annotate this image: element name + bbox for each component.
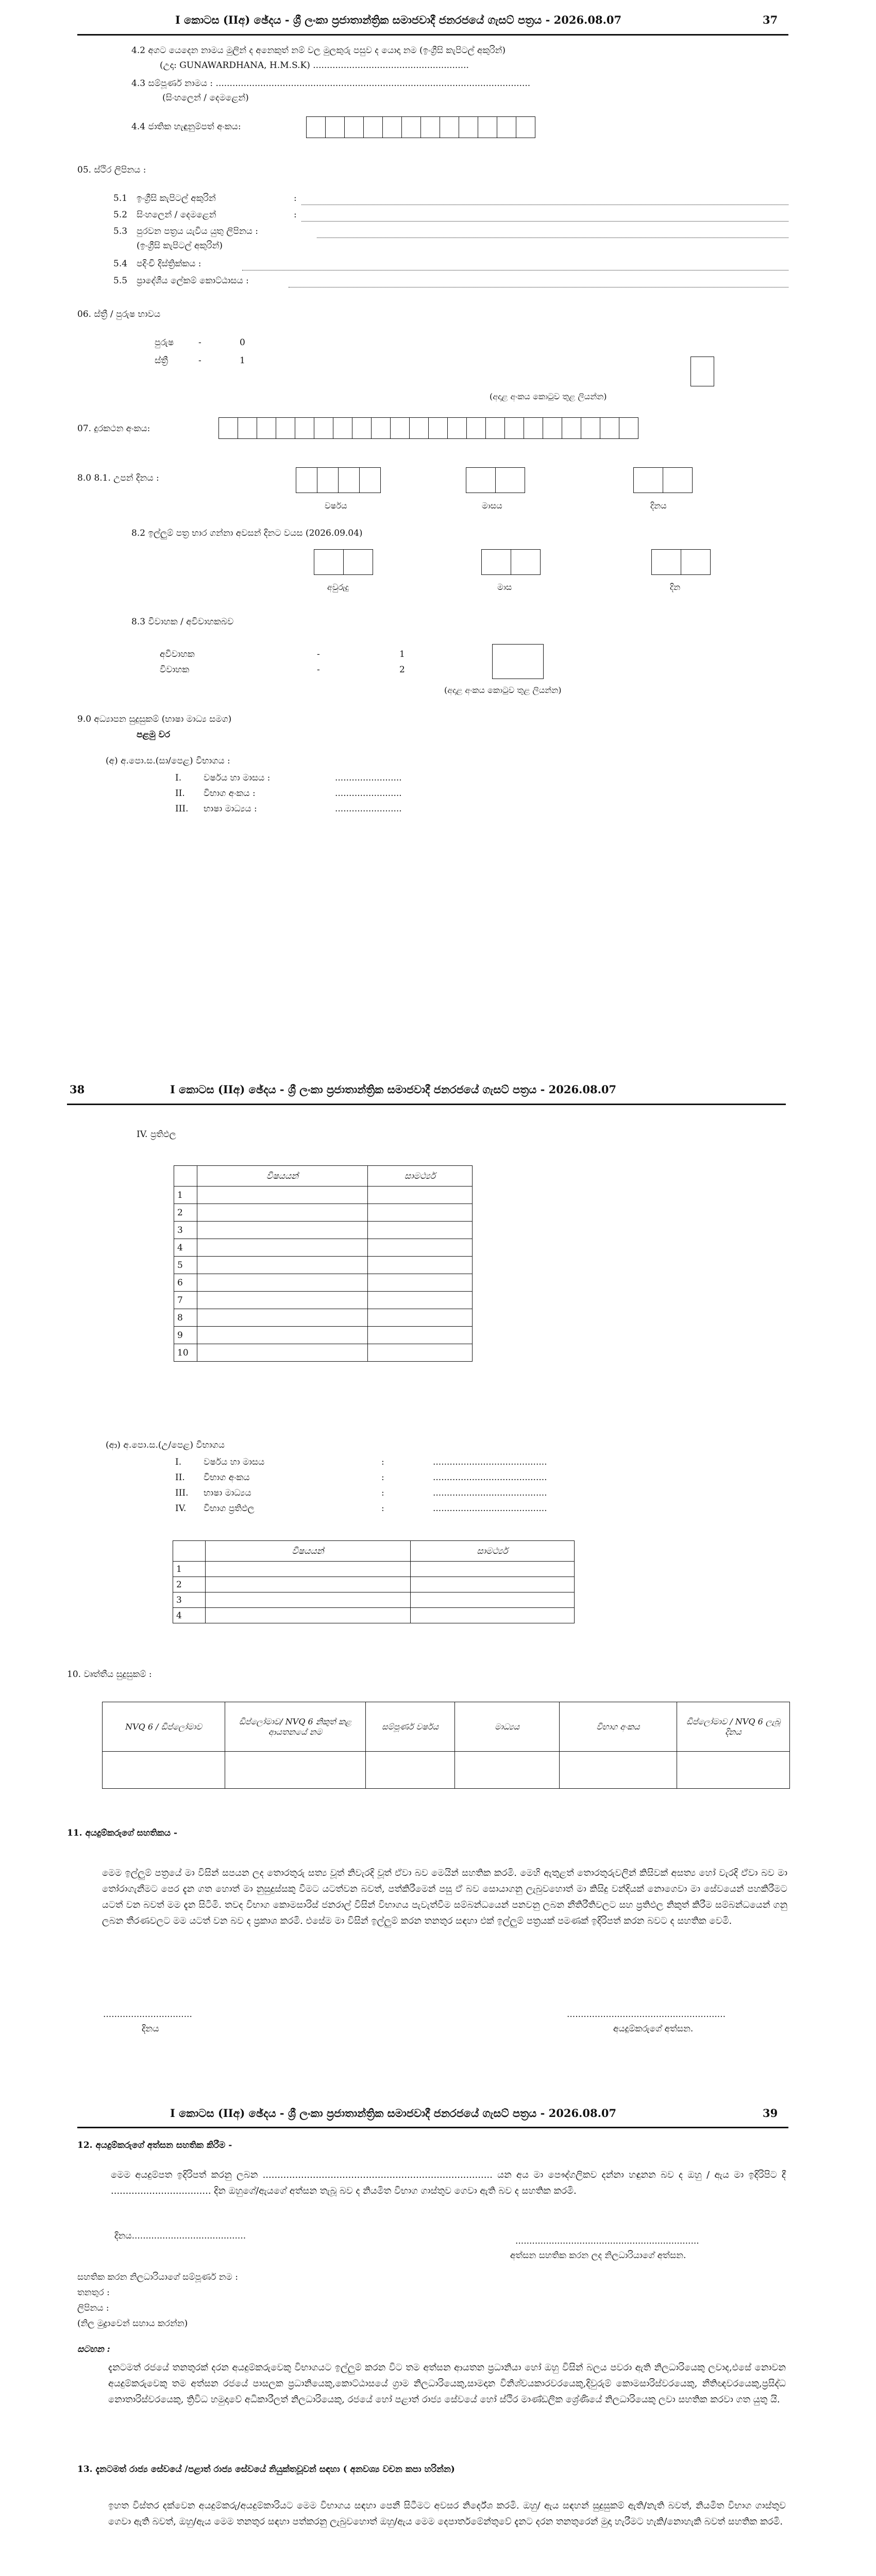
q5-3-label: පුරවන පත්‍රය යැවිය යුතු ලිපිනය :	[137, 226, 259, 236]
grade-cell[interactable]	[368, 1257, 473, 1274]
q13-text: ඉහත විස්තර දක්වෙන අයදුම්කරු/අයදුම්කාරියට මෙම විභාගය සඳහා පෙනී සිටීමට අවසර නිර්දේශ කරමි. ඔහු/ ඇය සඳහන් සුදුසුකම් ඇති/නැති බවත්, නියමිත විභාග ගාස්තුව ගෙවා ඇති බවත්, ඔහු/ඇය මෙම තනතුර සඳහා පත්කරනු ලැබුවහොත් ඔහු/ඇය මෙම දෙපාර්තමේන්තුවේ දැනට දරන තනතුරෙන් මුදා හැරීමට හැකි/නොහැකි බවත් සහතික කරමි.	[108, 2500, 786, 2527]
grade-cell[interactable]	[411, 1592, 575, 1608]
q8-2-label: 8.2 ඉල්ලුම් පත්‍ර භාර ගන්නා අවසන් දිනට වයස (2026.09.04)	[131, 528, 363, 538]
q8-3-dash-1: -	[317, 649, 320, 659]
q6-male-dash: -	[198, 337, 201, 348]
note-label: සටහන :	[77, 2344, 110, 2354]
row-number: 1	[173, 1562, 206, 1577]
grade-cell[interactable]	[411, 1562, 575, 1577]
header-rule	[77, 34, 788, 36]
q9-a-1-dots[interactable]: ........................	[335, 773, 402, 783]
cell[interactable]	[455, 1752, 560, 1789]
al-item-2-label: විභාග අංකය	[204, 1472, 250, 1483]
table-row	[174, 1309, 473, 1327]
row-number: 2	[173, 1577, 206, 1592]
table-row	[174, 1292, 473, 1309]
age-years-label: අවුරුදු	[327, 582, 349, 592]
col-exam-no: විභාග අංකය	[560, 1702, 677, 1752]
q11-date-label: දිනය	[142, 2024, 159, 2034]
grade-cell[interactable]	[411, 1577, 575, 1592]
al-item-4-no: IV.	[175, 1503, 187, 1514]
q5-5-no: 5.5	[113, 276, 128, 286]
row-number: 2	[174, 1204, 197, 1222]
q12-label: 12. අයදුම්කරුගේ අත්සන සහතික කිරීම -	[77, 2140, 232, 2150]
table-row	[174, 1187, 473, 1204]
page-number: 37	[763, 13, 778, 26]
age-months-label: මාස	[497, 582, 512, 592]
q12-officer-post[interactable]: තනතුර :	[77, 2287, 110, 2298]
subject-cell[interactable]	[206, 1562, 411, 1577]
col-subjects: විෂයයන්	[197, 1166, 368, 1187]
iv-results-label: IV. ප්‍රතිඵල	[137, 1129, 176, 1140]
grade-cell[interactable]	[368, 1309, 473, 1327]
page-header: I කොටස (IIඅ) ඡේදය - ශ්‍රී ලංකා ප්‍රජාතාන්ත්‍රික සමාජවාදී ජනරජයේ ගැසට් පත්‍රය - 2026.08.07	[170, 1083, 617, 1096]
nic-number-boxes[interactable]	[307, 116, 535, 138]
q9-a-3-label: භාෂා මාධ්‍යය :	[204, 804, 257, 814]
subject-cell[interactable]	[197, 1309, 368, 1327]
col-no	[174, 1166, 197, 1187]
q12-officer-address[interactable]: ලිපිනය :	[77, 2303, 109, 2313]
q9-label: 9.0 අධ්‍යාපන සුදුසුකම් (භාෂා මාධ්‍ය සමග)	[77, 714, 232, 724]
al-results-table	[173, 1540, 575, 1623]
col-subjects: විෂයයන්	[206, 1541, 411, 1562]
grade-cell[interactable]	[368, 1239, 473, 1257]
q10-label: 10. වෘත්තීය සුදුසුකම් :	[67, 1669, 152, 1680]
subject-cell[interactable]	[197, 1292, 368, 1309]
q5-1-label: ඉංග්‍රීසි කැපිටල් අකුරින්	[137, 193, 216, 204]
grade-cell[interactable]	[368, 1274, 473, 1292]
table-row	[174, 1274, 473, 1292]
cell[interactable]	[366, 1752, 455, 1789]
dob-day-boxes[interactable]	[634, 467, 693, 493]
subject-cell[interactable]	[206, 1592, 411, 1608]
q8-3-unmarried-code: 1	[399, 649, 405, 659]
q4-3-label: 4.3 සම්පූර්ණ නාමය : .................................................................................................................	[131, 78, 531, 89]
table-row	[173, 1562, 575, 1577]
row-number: 4	[174, 1239, 197, 1257]
subject-cell[interactable]	[197, 1187, 368, 1204]
q6-male-code: 0	[240, 337, 245, 348]
table-row	[174, 1222, 473, 1239]
al-exam-label: (ආ) අ.පො.ස.(උ/පෙළ) විභාගය	[106, 1440, 225, 1450]
age-months-boxes[interactable]	[482, 549, 541, 575]
row-number: 3	[174, 1222, 197, 1239]
page-header: I කොටස (IIඅ) ඡේදය - ශ්‍රී ලංකා ප්‍රජාතාන්ත්‍රික සමාජවාදී ජනරජයේ ගැසට් පත්‍රය - 2026.08.07	[170, 2107, 617, 2120]
q11-declaration: මෙම ඉල්ලුම් පත්‍රයේ මා විසින් සපයන ලද තොරතුරු සත්‍ය වූත් නිවැරදි වූත් ඒවා බව මෙයින් සහතික කරමි. මෙහි ඇතුළත් තොරතුරුවලින් කිසිවක් අසත්‍ය හෝ වැරදි ඒවා බව මා තෝරාගැනීමට පෙර දැන ගත හොත් මා නුසුදුස්සකු වීමට යටත්වන බවත්, පත්කිරීමෙන් පසු ඒ බව සොයාගනු ලැබුවහොත් මා කිසිදු වන්දියක් නොගෙවා මා සේවයෙන් පහකිරීමට යටත් වන බවත් මම දැන සිටිමි. තවද විභාග කොමසාරිස් ජනරාල් විසින් විභාගය පැවැත්වීම සම්බන්ධයෙන් පනවනු ලබන නීතිරීතිවලට සහ ප්‍රතිඵල නිකුත් කිරීම සම්බන්ධයෙන් ගනු ලබන තීරණවලට මම යටත් වන බව ද ප්‍රකාශ කරමි. එසේම මා විසින් ඉල්ලුම් කරන තනතුර සඳහා එක් ඉල්ලුම් පත්‍රයක් පමණක් ඉදිරිපත් කරන බවට ද සහතික වෙමි.	[102, 1868, 787, 1926]
cell[interactable]	[560, 1752, 677, 1789]
q6-female-code: 1	[240, 355, 245, 366]
q5-2-line[interactable]	[301, 221, 788, 222]
q9-a-3-dots[interactable]: ........................	[335, 804, 402, 814]
col-year: සම්පූර්ණ වර්ෂය	[366, 1702, 455, 1752]
row-number: 9	[174, 1327, 197, 1344]
al-item-1-no: I.	[175, 1457, 182, 1467]
table-row	[174, 1327, 473, 1344]
q8-3-married: විවාහක	[160, 665, 190, 675]
col-institute: ඩිප්ලෝමාව/ NVQ 6 නිකුත් කළ ආයතනයේ නම	[225, 1702, 366, 1752]
q9-a-2-label: විභාග අංකය :	[204, 788, 256, 799]
subject-cell[interactable]	[197, 1222, 368, 1239]
table-row	[174, 1257, 473, 1274]
q5-2-label: සිංහලෙන් / දෙමළෙන්	[137, 210, 216, 220]
subject-cell[interactable]	[206, 1577, 411, 1592]
age-years-boxes[interactable]	[314, 549, 373, 575]
age-days-label: දින	[670, 582, 681, 592]
q6-female-dash: -	[198, 355, 201, 366]
al-item-3-no: III.	[175, 1488, 189, 1498]
cell[interactable]	[103, 1752, 225, 1789]
al-item-2-colon: :	[381, 1472, 384, 1483]
professional-qualifications-table	[102, 1702, 790, 1789]
col-grade: සාමර්ථ්‍ය	[368, 1166, 473, 1187]
header-rule	[77, 2127, 788, 2128]
subject-cell[interactable]	[197, 1257, 368, 1274]
cell[interactable]	[225, 1752, 366, 1789]
q6-label: 06. ස්ත්‍රී / පුරුෂ භාවය	[77, 309, 161, 319]
al-item-3-colon: :	[381, 1488, 384, 1498]
row-number: 7	[174, 1292, 197, 1309]
q9-a-label: (අ) අ.පො.ස.(සා/පෙළ) විභාගය :	[106, 756, 230, 766]
q9-a-2-dots[interactable]: ........................	[335, 788, 402, 799]
q8-3-married-code: 2	[399, 665, 405, 675]
q11-sign-label: අයදුම්කරුගේ අත්සන.	[613, 2024, 694, 2034]
al-item-1-label: වර්ෂය හා මාසය	[204, 1457, 265, 1467]
gender-code-box[interactable]	[690, 357, 714, 386]
subject-cell[interactable]	[197, 1274, 368, 1292]
row-number: 6	[174, 1274, 197, 1292]
q4-4-label: 4.4 ජාතික හැඳුනුම්පත් අංකය:	[131, 122, 241, 132]
dob-month-boxes[interactable]	[466, 467, 525, 493]
dob-year-label: වර්ෂය	[325, 501, 347, 511]
row-number: 5	[174, 1257, 197, 1274]
col-date: ඩිප්ලෝමාව / NVQ 6 ලැබූ දිනය	[677, 1702, 790, 1752]
q8-label: 8.0 8.1. උපන් දිනය :	[77, 473, 159, 483]
grade-cell[interactable]	[411, 1608, 575, 1623]
q8-3-dash-2: -	[317, 665, 320, 675]
page-number: 39	[763, 2107, 778, 2120]
col-nvq6: NVQ 6 / ඩිප්ලෝමාව	[103, 1702, 225, 1752]
grade-cell[interactable]	[368, 1327, 473, 1344]
q11-sign-dots[interactable]: .........................................................	[567, 2009, 726, 2020]
dob-year-boxes[interactable]	[296, 467, 381, 493]
q13-label: 13. දැනටමත් රාජ්‍ය සේවයේ /පළාත් රාජ්‍ය සේවයේ නියුක්තවූවන් සඳහා ( අනවශ්‍ය වචන කපා හරින්න)	[77, 2464, 455, 2475]
q5-4-label: පදිංචි දිස්ත්‍රික්කය :	[137, 259, 201, 269]
q5-4-no: 5.4	[113, 259, 128, 269]
q8-3-unmarried: අවිවාහක	[160, 649, 195, 659]
subject-cell[interactable]	[197, 1327, 368, 1344]
table-row	[173, 1577, 575, 1592]
q5-2-colon: :	[294, 210, 297, 220]
row-number: 1	[174, 1187, 197, 1204]
q11-date-dots[interactable]: ................................	[103, 2009, 192, 2020]
col-grade: සාමර්ථ්‍ය	[411, 1541, 575, 1562]
q9-a-3-no: III.	[175, 804, 189, 814]
cell[interactable]	[677, 1752, 790, 1789]
al-item-1-colon: :	[381, 1457, 384, 1467]
q5-1-no: 5.1	[113, 193, 128, 204]
age-days-boxes[interactable]	[652, 549, 711, 575]
subject-cell[interactable]	[197, 1239, 368, 1257]
row-number: 10	[174, 1344, 197, 1362]
q8-3-note: (අදාළ අංකය කොටුව තුළ ලියන්න)	[444, 685, 562, 695]
note-text: දැනටමත් රජයේ තනතුරක් දරන අයදුම්කරුවෙකු විභාගයට ඉල්ලුම් කරන විට තම අත්සන ආයතන ප්‍රධානියා හෝ ඔහු විසින් බලය පවරා ඇති නිලධාරියෙකු ලවාද,එසේ නොවන අයදුම්කරුවෙකු තම අත්සන රජයේ පාසලක ප්‍රධානියෙකු,කොට්ඨාසයේ ග්‍රාම නිලධාරියෙකු,සාමදාන විනිශ්චයකාරවරයෙකු,දිවුරුම් කොමසාරිස්වරයෙකු, නීතිඥවරයෙකු,ප්‍රසිද්ධ නොතාරිස්වරයෙකු, ත්‍රිවිධ හමුදාවේ අධිකාරීලත් නිලධාරියෙකු, රජයේ හෝ පළාත් රාජ්‍ය සේවයේ හෝ ස්ථිර මාණ්ඩලික ශ්‍රේණියේ නිලධාරියෙකු ලවා සහතික කරවා ගත යුතු යි.	[108, 2362, 786, 2405]
grade-cell[interactable]	[368, 1344, 473, 1362]
al-item-1-dots[interactable]: .........................................	[433, 1457, 547, 1467]
col-medium: මාධ්‍යය	[455, 1702, 560, 1752]
q12-sign-label: අත්සන සහතික කරන ලද නිලධාරියාගේ අත්සන.	[510, 2250, 686, 2261]
q5-5-label: ප්‍රාදේශීය ලේකම් කොට්ඨාසය :	[137, 276, 249, 286]
table-row	[174, 1239, 473, 1257]
table-row	[173, 1592, 575, 1608]
table-row	[174, 1344, 473, 1362]
row-number: 8	[174, 1309, 197, 1327]
grade-cell[interactable]	[368, 1187, 473, 1204]
q6-male-label: පුරුෂ	[155, 337, 174, 348]
header-rule	[67, 1104, 786, 1105]
q12-sign-dots[interactable]: ..................................................................	[515, 2236, 699, 2246]
q12-text: මෙම අයදුම්පත ඉදිරිපත් කරනු ලබන .............................................................................. යන අය මා පෞද්ගලිකව දන්නා හඳුනන බව ද ඔහු / ඇය මා ඉදිරිපිට දී .................................. දින ඔහුගේ/ඇයගේ අත්සන තැබූ බව ද නියමිත විභාග ගාස්තුව ගෙවා ඇති බව ද සහතික කරමි.	[111, 2170, 786, 2196]
q9-a-1-label: වර්ෂය හා මාසය :	[204, 773, 271, 783]
page-number: 38	[70, 1083, 85, 1096]
al-item-4-colon: :	[381, 1503, 384, 1514]
grade-cell[interactable]	[368, 1292, 473, 1309]
q12-officer-name[interactable]: සහතික කරන නිලධාරියාගේ සම්පූර්ණ නම :	[77, 2272, 238, 2282]
q7-label: 07. දුරකථන අංකය:	[77, 423, 150, 434]
q5-2-no: 5.2	[113, 210, 128, 220]
q9-a-1-no: I.	[175, 773, 182, 783]
table-row	[174, 1204, 473, 1222]
subject-cell[interactable]	[197, 1204, 368, 1222]
al-item-4-dots[interactable]: .........................................	[433, 1503, 547, 1514]
subject-cell[interactable]	[206, 1608, 411, 1623]
q4-2-example: (උදා: GUNAWARDHANA, H.M.S.K) ........................................................	[160, 60, 469, 71]
marital-code-box[interactable]	[492, 644, 544, 679]
col-no	[173, 1541, 206, 1562]
subject-cell[interactable]	[197, 1344, 368, 1362]
q5-label: 05. ස්ථිර ලිපිනය :	[77, 165, 146, 175]
al-item-4-label: විභාග ප්‍රතිඵල	[204, 1503, 255, 1514]
al-item-2-no: II.	[175, 1472, 185, 1483]
al-item-2-dots[interactable]: .........................................	[433, 1472, 547, 1483]
row-number: 4	[173, 1608, 206, 1623]
q5-1-colon: :	[294, 193, 297, 204]
table-row	[173, 1608, 575, 1623]
row-number: 3	[173, 1592, 206, 1608]
ol-results-table	[174, 1165, 473, 1362]
q12-date[interactable]: දිනය.........................................	[114, 2231, 246, 2241]
dob-day-label: දිනය	[650, 501, 667, 511]
page-header: I කොටස (IIඅ) ඡේදය - ශ්‍රී ලංකා ප්‍රජාතාන්ත්‍රික සමාජවාදී ජනරජයේ ගැසට් පත්‍රය - 2026.08.07	[175, 13, 622, 26]
q8-3-label: 8.3 විවාහක / අවිවාහකබව	[131, 617, 234, 627]
q9-sub: පළමු වර	[137, 730, 171, 740]
q12-stamp-note: (නිල මුද්‍රාවෙන් සහාය කරන්න)	[77, 2318, 188, 2329]
q5-3-no: 5.3	[113, 226, 128, 236]
q6-note: (අදාළ අංකය කොටුව තුළ ලියන්න)	[490, 392, 607, 401]
grade-cell[interactable]	[368, 1222, 473, 1239]
q4-3-sub: (සිංහලෙන් / දෙමළෙන්)	[162, 93, 249, 103]
q4-2-label: 4.2 අගට යෙදෙන නාමය මුලින් ද අනෙකුත් නම් වල මුලකුරු පසුව ද යොදා නම (ඉංග්‍රීසි කැපිටල් අකුරින්)	[131, 45, 506, 56]
al-item-3-dots[interactable]: .........................................	[433, 1488, 547, 1498]
q11-label: 11. අයදුම්කරුගේ සහතිකය -	[67, 1828, 178, 1838]
dob-month-label: මාසය	[482, 501, 502, 511]
q9-a-2-no: II.	[175, 788, 185, 799]
grade-cell[interactable]	[368, 1204, 473, 1222]
al-item-3-label: භාෂා මාධ්‍යය	[204, 1488, 251, 1498]
phone-number-boxes[interactable]	[219, 417, 638, 439]
q6-female-label: ස්ත්‍රී	[155, 355, 169, 366]
q5-3-sub: (ඉංග්‍රීසි කැපිටල් අකුරින්)	[137, 241, 223, 251]
